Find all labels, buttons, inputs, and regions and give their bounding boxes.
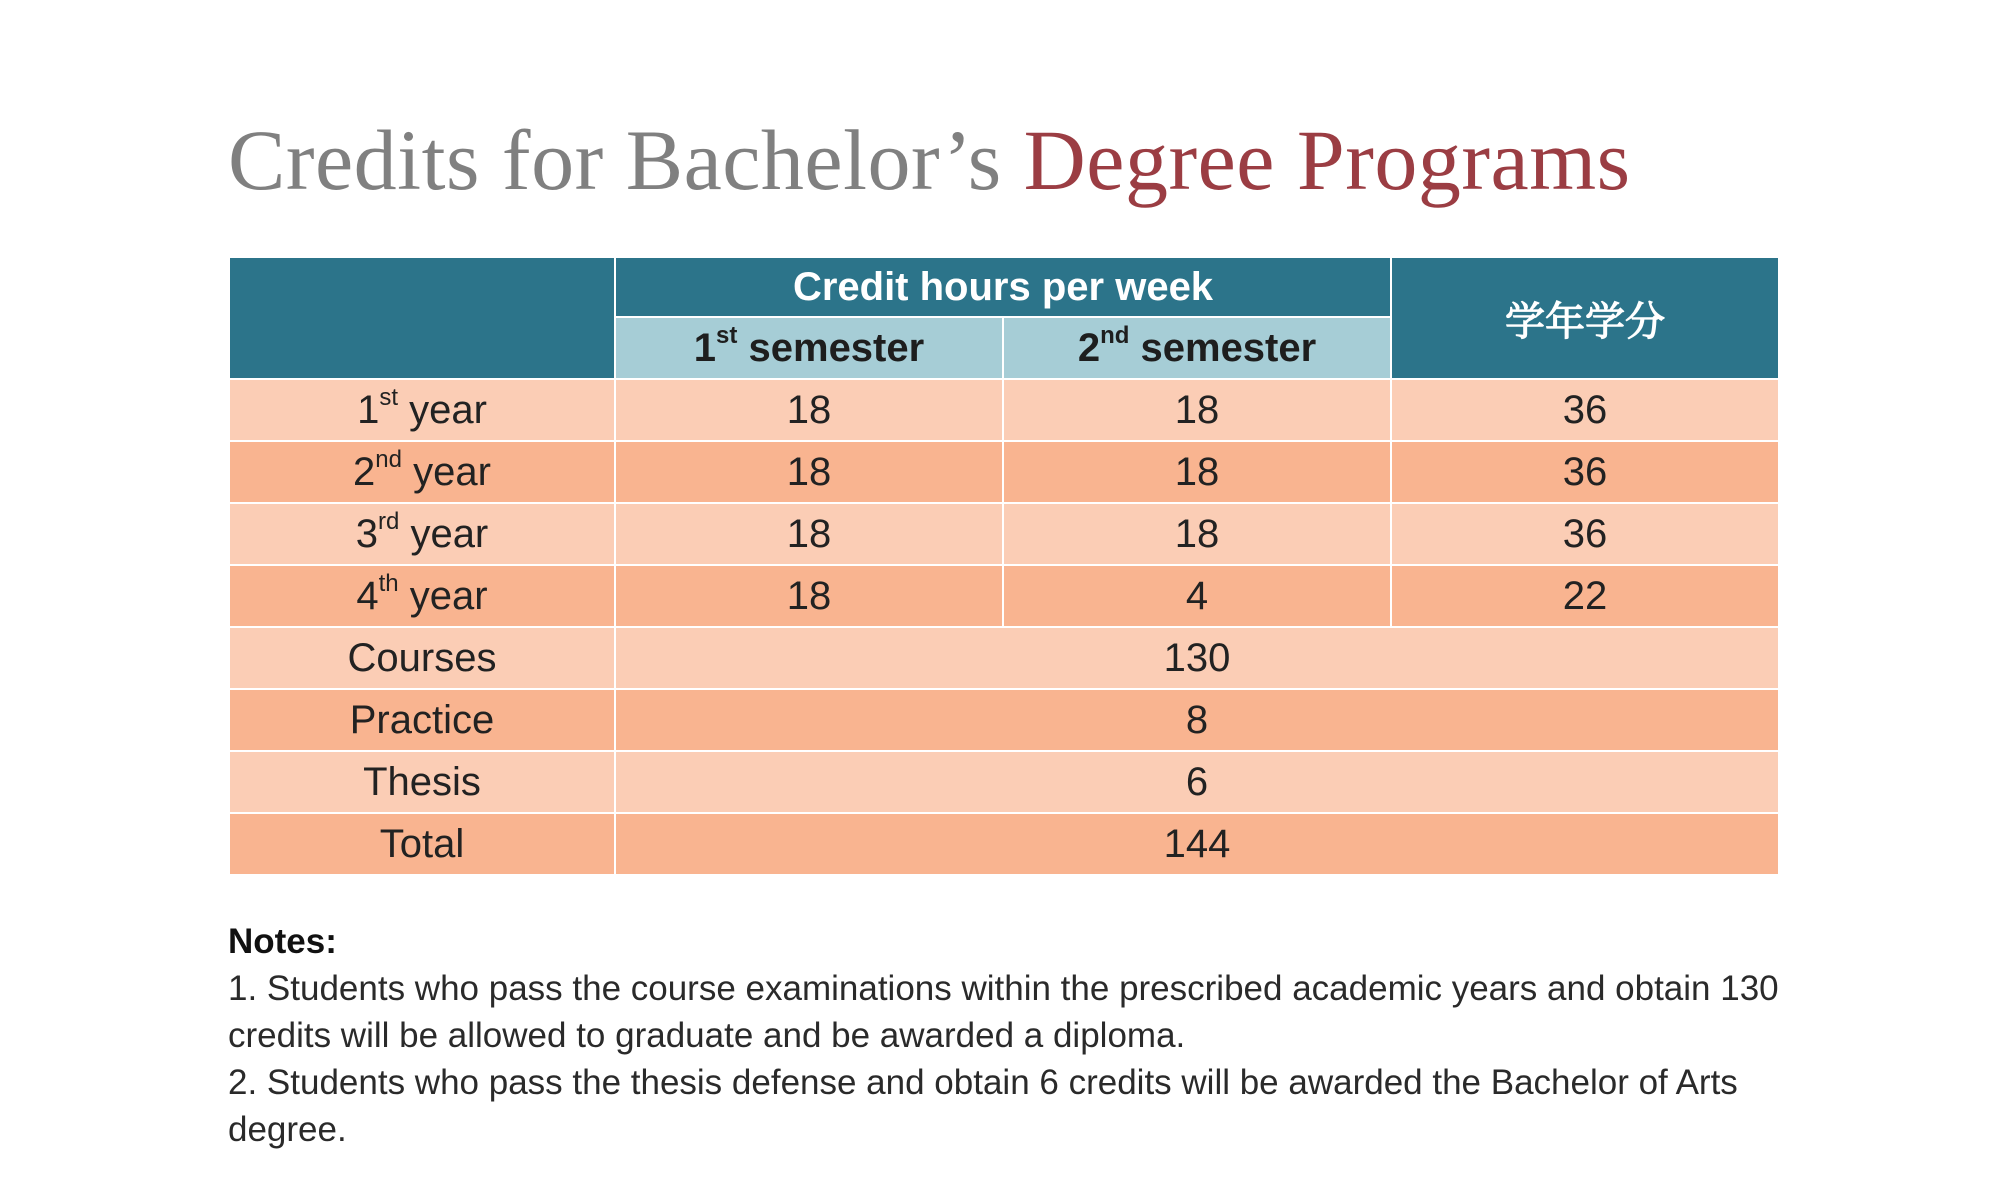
year-total-cell: 36 — [1391, 503, 1779, 565]
notes-section — [228, 918, 1788, 1153]
summary-label: Courses — [229, 627, 615, 689]
year-num: 2 — [353, 449, 376, 494]
semester-num: 2 — [1077, 325, 1101, 370]
year-label — [229, 503, 615, 565]
year-label — [229, 441, 615, 503]
sem2-cell: 18 — [1003, 441, 1391, 503]
table-row-year-1 — [229, 379, 1779, 441]
table-row-year-3 — [229, 503, 1779, 565]
semester-num: 1 — [693, 325, 717, 370]
summary-label: Practice — [229, 689, 615, 751]
table-row-year-4 — [229, 565, 1779, 627]
summary-label: Total — [229, 813, 615, 875]
year-total-cell: 36 — [1391, 379, 1779, 441]
year-label — [229, 565, 615, 627]
year-text: year — [402, 449, 491, 494]
year-suffix: nd — [375, 445, 402, 473]
summary-value: 130 — [615, 627, 1779, 689]
semester-label: semester — [1129, 325, 1317, 370]
year-suffix: st — [379, 383, 398, 411]
year-label — [229, 379, 615, 441]
year-suffix: th — [378, 569, 399, 597]
semester-suffix: st — [716, 321, 738, 349]
title-part-red: Degree Programs — [1023, 112, 1631, 208]
table-row-year-2 — [229, 441, 1779, 503]
semester-label: semester — [737, 325, 925, 370]
header-credit-hours: Credit hours per week — [615, 257, 1391, 317]
header-semester-1 — [615, 317, 1003, 379]
summary-value: 8 — [615, 689, 1779, 751]
summary-label: Thesis — [229, 751, 615, 813]
summary-value: 144 — [615, 813, 1779, 875]
sem2-cell: 18 — [1003, 379, 1391, 441]
table-row-practice — [229, 689, 1779, 751]
header-semester-2 — [1003, 317, 1391, 379]
header-row-top — [229, 257, 1779, 317]
credits-table — [228, 256, 1780, 876]
page-title — [228, 105, 1631, 215]
sem1-cell: 18 — [615, 503, 1003, 565]
year-num: 4 — [356, 573, 379, 618]
table-row-thesis — [229, 751, 1779, 813]
header-year-credits: 学年学分 — [1391, 257, 1779, 379]
title-part-gray: Credits for Bachelor’s — [228, 112, 1024, 208]
sem1-cell: 18 — [615, 441, 1003, 503]
year-text: year — [397, 387, 487, 432]
year-total-cell: 22 — [1391, 565, 1779, 627]
note-item-2: 2. Students who pass the thesis defense and obtain 6 credits will be awarded the Bachelor of Arts degree. — [228, 1063, 1738, 1149]
year-num: 3 — [355, 511, 378, 556]
year-text: year — [399, 511, 489, 556]
year-num: 1 — [357, 387, 380, 432]
year-total-cell: 36 — [1391, 441, 1779, 503]
year-suffix: rd — [377, 507, 400, 535]
sem1-cell: 18 — [615, 565, 1003, 627]
note-item-1: 1. Students who pass the course examinations within the prescribed academic years and obtain 130 credits will be allowed to graduate and be awarded a diploma. — [228, 969, 1779, 1055]
semester-suffix: nd — [1100, 321, 1130, 349]
table-row-total — [229, 813, 1779, 875]
sem2-cell: 4 — [1003, 565, 1391, 627]
sem1-cell: 18 — [615, 379, 1003, 441]
summary-value: 6 — [615, 751, 1779, 813]
header-corner-cell — [229, 257, 615, 379]
year-text: year — [398, 573, 488, 618]
notes-heading: Notes: — [228, 922, 337, 961]
sem2-cell: 18 — [1003, 503, 1391, 565]
table-row-courses — [229, 627, 1779, 689]
